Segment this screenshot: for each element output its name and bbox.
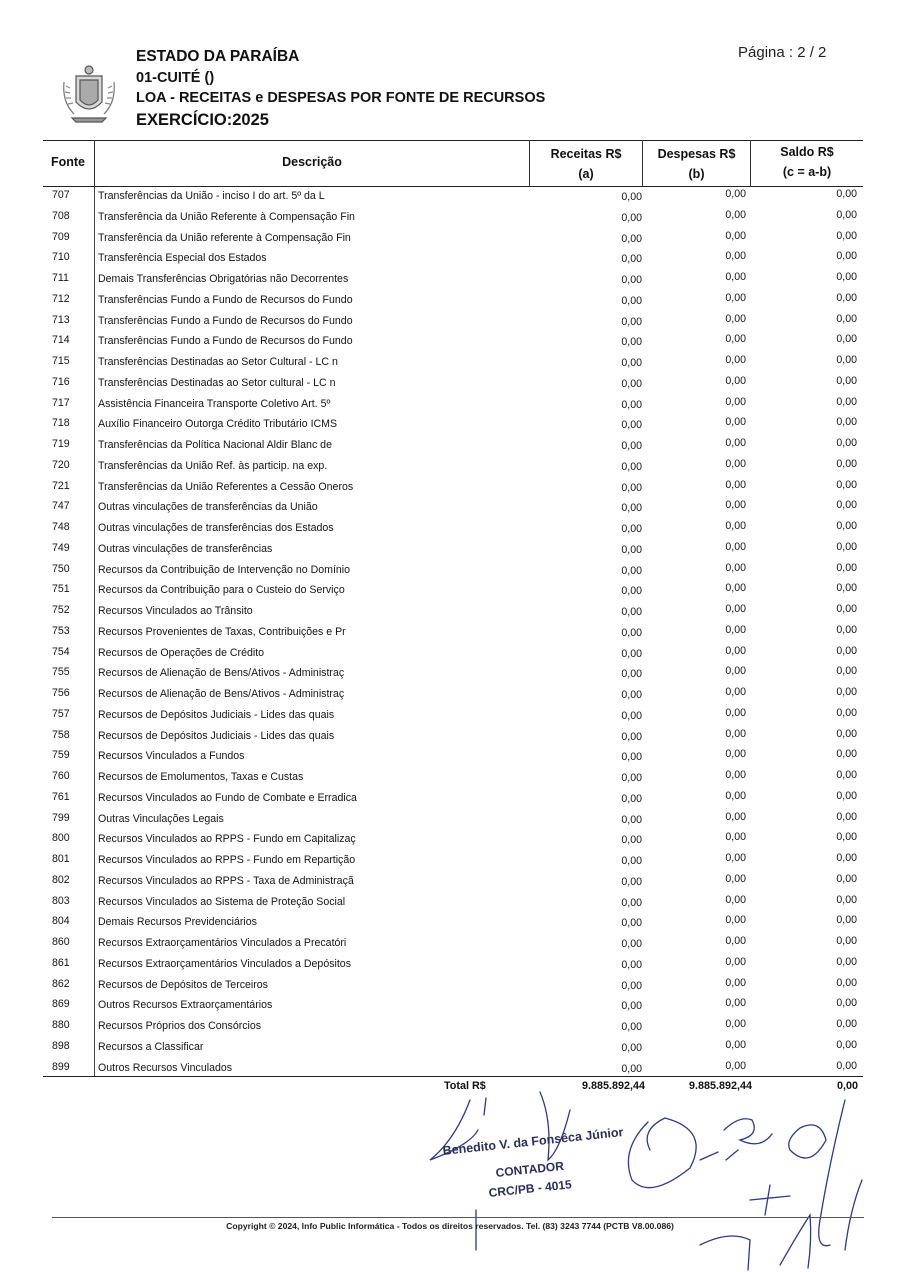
row-receitas: 0,00 xyxy=(621,543,642,556)
row-receitas: 0,00 xyxy=(621,896,642,909)
entity-name: 01-CUITÉ () xyxy=(136,70,215,86)
row-descricao: Recursos Próprios dos Consórcios xyxy=(98,1020,262,1032)
row-despesas: 0,00 xyxy=(725,582,746,595)
row-despesas: 0,00 xyxy=(725,831,746,844)
row-fonte: 749 xyxy=(52,541,70,554)
row-descricao: Recursos de Emolumentos, Taxas e Custas xyxy=(98,771,304,783)
row-receitas: 0,00 xyxy=(621,751,642,764)
table-row xyxy=(0,416,900,437)
row-descricao: Recursos de Depósitos Judiciais - Lides das quais xyxy=(98,708,335,721)
row-saldo: 0,00 xyxy=(836,789,857,802)
stamp-name: Benedito V. da Fonsêca Júnior xyxy=(442,1125,625,1158)
row-receitas: 0,00 xyxy=(621,294,642,307)
row-despesas: 0,00 xyxy=(725,250,746,263)
table-row xyxy=(0,769,900,790)
row-descricao: Outros Recursos Extraorçamentários xyxy=(98,999,273,1012)
row-despesas: 0,00 xyxy=(725,893,746,906)
total-despesas: 9.885.892,44 xyxy=(688,1080,752,1092)
row-receitas: 0,00 xyxy=(621,606,642,618)
row-despesas: 0,00 xyxy=(725,603,746,615)
row-saldo: 0,00 xyxy=(836,810,857,823)
row-descricao: Transferências da União Referentes a Cessão Oneros xyxy=(98,480,354,493)
row-receitas: 0,00 xyxy=(621,689,642,701)
column-header-despesas: Despesas R$ xyxy=(657,147,736,161)
row-descricao: Assistência Financeira Transporte Coletivo Art. 5º xyxy=(98,397,331,410)
report-title: LOA - RECEITAS e DESPESAS POR FONTE DE RECURSOS xyxy=(136,90,546,106)
row-saldo: 0,00 xyxy=(836,229,857,242)
row-despesas: 0,00 xyxy=(725,852,746,864)
table-row xyxy=(0,1060,900,1081)
row-saldo: 0,00 xyxy=(836,478,857,491)
row-fonte: 757 xyxy=(52,707,70,720)
row-saldo: 0,00 xyxy=(836,831,857,844)
row-fonte: 751 xyxy=(52,583,70,596)
table-row xyxy=(0,748,900,769)
row-fonte: 708 xyxy=(52,209,70,222)
row-fonte: 755 xyxy=(52,666,70,679)
total-receitas: 9.885.892,44 xyxy=(581,1080,645,1092)
row-despesas: 0,00 xyxy=(725,955,746,968)
row-despesas: 0,00 xyxy=(725,395,746,408)
row-fonte: 709 xyxy=(52,230,70,243)
row-saldo: 0,00 xyxy=(836,499,857,512)
row-descricao: Recursos de Alienação de Bens/Ativos - Administraç xyxy=(98,667,345,680)
row-saldo: 0,00 xyxy=(836,437,857,449)
row-fonte: 712 xyxy=(52,292,70,305)
row-despesas: 0,00 xyxy=(725,208,746,221)
row-despesas: 0,00 xyxy=(725,561,746,574)
table-row xyxy=(0,603,900,624)
row-despesas: 0,00 xyxy=(725,727,746,740)
row-despesas: 0,00 xyxy=(725,188,746,200)
row-despesas: 0,00 xyxy=(725,976,746,989)
row-receitas: 0,00 xyxy=(621,336,642,349)
row-saldo: 0,00 xyxy=(836,312,857,325)
row-despesas: 0,00 xyxy=(725,457,746,470)
row-receitas: 0,00 xyxy=(621,585,642,598)
row-saldo: 0,00 xyxy=(836,208,857,221)
row-despesas: 0,00 xyxy=(725,1059,746,1072)
row-fonte: 716 xyxy=(52,375,70,388)
row-descricao: Outras Vinculações Legais xyxy=(98,812,224,825)
table-row xyxy=(0,375,900,396)
row-receitas: 0,00 xyxy=(621,315,642,328)
row-descricao: Recursos de Depósitos de Terceiros xyxy=(98,978,268,991)
row-saldo: 0,00 xyxy=(836,623,857,636)
state-coat-of-arms-icon xyxy=(58,62,120,126)
table-row xyxy=(0,997,900,1018)
row-descricao: Demais Transferências Obrigatórias não Decorrentes xyxy=(98,273,349,285)
row-receitas: 0,00 xyxy=(621,668,642,681)
row-saldo: 0,00 xyxy=(836,561,857,574)
row-descricao: Transferências Fundo a Fundo de Recursos do Fundo xyxy=(98,293,353,306)
row-despesas: 0,00 xyxy=(725,914,746,927)
fiscal-year: EXERCÍCIO:2025 xyxy=(136,111,269,129)
row-fonte: 758 xyxy=(52,728,70,741)
row-fonte: 761 xyxy=(52,790,70,803)
row-fonte: 799 xyxy=(52,811,70,824)
row-saldo: 0,00 xyxy=(836,354,857,366)
row-fonte: 750 xyxy=(52,562,70,575)
stamp-role: CONTADOR xyxy=(495,1158,565,1180)
row-descricao: Recursos Vinculados a Fundos xyxy=(98,750,245,763)
row-despesas: 0,00 xyxy=(725,540,746,553)
row-descricao: Recursos de Alienação de Bens/Ativos - Administraç xyxy=(98,688,345,700)
row-despesas: 0,00 xyxy=(725,333,746,346)
row-descricao: Recursos Extraorçamentários Vinculados a Precatóri xyxy=(98,937,347,949)
table-row xyxy=(0,645,900,666)
row-fonte: 717 xyxy=(52,396,70,409)
row-saldo: 0,00 xyxy=(836,914,857,927)
table-row xyxy=(0,313,900,334)
row-saldo: 0,00 xyxy=(836,395,857,408)
row-descricao: Outras vinculações de transferências xyxy=(98,542,273,555)
row-despesas: 0,00 xyxy=(725,374,746,387)
row-fonte: 715 xyxy=(52,355,70,367)
row-despesas: 0,00 xyxy=(725,1018,746,1030)
row-fonte: 721 xyxy=(52,479,70,492)
row-fonte: 899 xyxy=(52,1060,70,1073)
row-despesas: 0,00 xyxy=(725,935,746,947)
row-despesas: 0,00 xyxy=(725,810,746,823)
table-row xyxy=(0,665,900,686)
table-row xyxy=(0,499,900,520)
row-descricao: Recursos Vinculados ao Trânsito xyxy=(98,605,253,617)
row-fonte: 713 xyxy=(52,313,70,326)
row-receitas: 0,00 xyxy=(621,398,642,411)
row-fonte: 719 xyxy=(52,438,70,450)
row-saldo: 0,00 xyxy=(836,291,857,304)
row-saldo: 0,00 xyxy=(836,1038,857,1051)
row-fonte: 869 xyxy=(52,998,70,1011)
row-descricao: Recursos da Contribuição para o Custeio do Serviço xyxy=(98,584,345,597)
row-fonte: 718 xyxy=(52,417,70,430)
row-receitas: 0,00 xyxy=(621,440,642,452)
row-fonte: 803 xyxy=(52,894,70,907)
row-descricao: Recursos da Contribuição de Intervenção no Domínio xyxy=(98,563,351,576)
row-descricao: Recursos Vinculados ao RPPS - Fundo em Capitalizaç xyxy=(98,833,356,846)
table-row xyxy=(0,894,900,915)
row-saldo: 0,00 xyxy=(836,520,857,532)
row-receitas: 0,00 xyxy=(621,232,642,245)
table-row xyxy=(0,1039,900,1060)
row-descricao: Outras vinculações de transferências da União xyxy=(98,501,318,514)
row-descricao: Transferências Destinadas ao Setor cultural - LC n xyxy=(98,376,336,389)
row-saldo: 0,00 xyxy=(836,748,857,761)
table-row xyxy=(0,914,900,935)
row-saldo: 0,00 xyxy=(836,976,857,989)
row-fonte: 880 xyxy=(52,1019,70,1031)
table-row xyxy=(0,354,900,375)
row-receitas: 0,00 xyxy=(621,979,642,992)
row-saldo: 0,00 xyxy=(836,997,857,1010)
row-receitas: 0,00 xyxy=(621,1041,642,1054)
row-saldo: 0,00 xyxy=(836,1018,857,1030)
row-descricao: Recursos Provenientes de Taxas, Contribuições e Pr xyxy=(98,625,346,638)
row-despesas: 0,00 xyxy=(725,291,746,304)
row-fonte: 801 xyxy=(52,853,70,865)
row-fonte: 753 xyxy=(52,624,70,637)
row-descricao: Auxílio Financeiro Outorga Crédito Tributário ICMS xyxy=(98,418,338,431)
row-despesas: 0,00 xyxy=(725,706,746,719)
row-fonte: 747 xyxy=(52,500,70,513)
row-receitas: 0,00 xyxy=(621,481,642,494)
row-despesas: 0,00 xyxy=(725,1038,746,1051)
row-despesas: 0,00 xyxy=(725,623,746,636)
row-saldo: 0,00 xyxy=(836,935,857,947)
row-despesas: 0,00 xyxy=(725,872,746,885)
row-descricao: Demais Recursos Previdenciários xyxy=(98,916,257,929)
row-fonte: 710 xyxy=(52,251,70,264)
row-descricao: Recursos Vinculados ao Sistema de Proteção Social xyxy=(98,895,346,908)
row-descricao: Transferência Especial dos Estados xyxy=(98,252,267,265)
table-row xyxy=(0,458,900,479)
row-fonte: 804 xyxy=(52,915,70,928)
row-fonte: 802 xyxy=(52,873,70,886)
row-saldo: 0,00 xyxy=(836,955,857,968)
table-row xyxy=(0,790,900,811)
row-despesas: 0,00 xyxy=(725,312,746,325)
row-descricao: Transferências da União - inciso I do art. 5º da L xyxy=(98,190,325,202)
table-row xyxy=(0,333,900,354)
row-descricao: Transferência da União referente à Compensação Fin xyxy=(98,231,351,244)
row-receitas: 0,00 xyxy=(621,460,642,473)
row-despesas: 0,00 xyxy=(725,520,746,532)
row-fonte: 759 xyxy=(52,749,70,762)
row-fonte: 752 xyxy=(52,604,70,616)
row-receitas: 0,00 xyxy=(621,709,642,722)
table-row xyxy=(0,873,900,894)
table-row xyxy=(0,230,900,251)
row-receitas: 0,00 xyxy=(621,813,642,826)
row-receitas: 0,00 xyxy=(621,564,642,577)
row-saldo: 0,00 xyxy=(836,416,857,429)
row-receitas: 0,00 xyxy=(621,419,642,432)
row-despesas: 0,00 xyxy=(725,748,746,761)
total-saldo: 0,00 xyxy=(836,1080,858,1092)
row-saldo: 0,00 xyxy=(836,686,857,698)
column-header-despesas-sub: (b) xyxy=(688,167,705,181)
row-descricao: Recursos Vinculados ao Fundo de Combate e Erradica xyxy=(98,791,357,804)
row-descricao: Recursos de Depósitos Judiciais - Lides das quais xyxy=(98,729,335,742)
table-row xyxy=(0,728,900,749)
row-fonte: 800 xyxy=(52,832,70,845)
row-despesas: 0,00 xyxy=(725,997,746,1010)
row-saldo: 0,00 xyxy=(836,893,857,906)
footer-rule xyxy=(52,1217,864,1218)
row-despesas: 0,00 xyxy=(725,769,746,781)
row-descricao: Recursos de Operações de Crédito xyxy=(98,646,265,659)
table-row xyxy=(0,582,900,603)
row-fonte: 861 xyxy=(52,956,70,969)
row-receitas: 0,00 xyxy=(621,1000,642,1013)
row-receitas: 0,00 xyxy=(621,191,642,203)
row-saldo: 0,00 xyxy=(836,374,857,387)
row-fonte: 756 xyxy=(52,687,70,699)
row-despesas: 0,00 xyxy=(725,644,746,657)
row-receitas: 0,00 xyxy=(621,1021,642,1033)
row-despesas: 0,00 xyxy=(725,354,746,366)
row-descricao: Transferências Destinadas ao Setor Cultural - LC n xyxy=(98,356,338,368)
row-saldo: 0,00 xyxy=(836,582,857,595)
column-header-fonte: Fonte xyxy=(50,155,86,169)
header-top-rule xyxy=(43,140,863,141)
row-receitas: 0,00 xyxy=(621,502,642,515)
table-row xyxy=(0,479,900,500)
row-receitas: 0,00 xyxy=(621,647,642,660)
row-receitas: 0,00 xyxy=(621,626,642,639)
row-saldo: 0,00 xyxy=(836,706,857,719)
table-row xyxy=(0,977,900,998)
row-saldo: 0,00 xyxy=(836,271,857,283)
row-receitas: 0,00 xyxy=(621,875,642,888)
row-descricao: Transferências da União Ref. às particip. na exp. xyxy=(98,459,328,472)
row-receitas: 0,00 xyxy=(621,917,642,930)
row-receitas: 0,00 xyxy=(621,834,642,847)
table-row xyxy=(0,831,900,852)
column-header-receitas: Receitas R$ xyxy=(550,147,622,161)
table-row xyxy=(0,811,900,832)
row-descricao: Recursos Vinculados ao RPPS - Fundo em Repartição xyxy=(98,854,356,866)
table-row xyxy=(0,956,900,977)
row-receitas: 0,00 xyxy=(621,274,642,286)
row-fonte: 711 xyxy=(52,272,69,284)
row-receitas: 0,00 xyxy=(621,855,642,867)
row-receitas: 0,00 xyxy=(621,772,642,784)
row-fonte: 898 xyxy=(52,1039,70,1052)
row-despesas: 0,00 xyxy=(725,665,746,678)
row-saldo: 0,00 xyxy=(836,540,857,553)
table-row xyxy=(0,209,900,230)
table-row xyxy=(0,1018,900,1039)
row-receitas: 0,00 xyxy=(621,357,642,369)
table-row xyxy=(0,250,900,271)
table-row xyxy=(0,541,900,562)
page-number: Página : 2 / 2 xyxy=(738,44,827,61)
row-receitas: 0,00 xyxy=(621,938,642,950)
row-saldo: 0,00 xyxy=(836,852,857,864)
header-bottom-rule xyxy=(43,186,863,187)
column-header-saldo: Saldo R$ xyxy=(780,145,834,159)
row-saldo: 0,00 xyxy=(836,1059,857,1072)
row-descricao: Transferências Fundo a Fundo de Recursos do Fundo xyxy=(98,314,353,327)
row-descricao: Outros Recursos Vinculados xyxy=(98,1061,233,1074)
row-saldo: 0,00 xyxy=(836,603,857,615)
stamp-registration: CRC/PB - 4015 xyxy=(488,1177,573,1200)
row-despesas: 0,00 xyxy=(725,416,746,429)
row-saldo: 0,00 xyxy=(836,727,857,740)
row-saldo: 0,00 xyxy=(836,872,857,885)
row-receitas: 0,00 xyxy=(621,377,642,390)
row-fonte: 860 xyxy=(52,936,70,948)
table-row xyxy=(0,935,900,956)
column-header-descricao: Descrição xyxy=(282,155,342,169)
row-descricao: Recursos a Classificar xyxy=(98,1040,204,1053)
row-fonte: 754 xyxy=(52,645,70,658)
row-despesas: 0,00 xyxy=(725,437,746,449)
row-saldo: 0,00 xyxy=(836,769,857,781)
row-descricao: Recursos Vinculados ao RPPS - Taxa de Administraçã xyxy=(98,874,354,887)
row-saldo: 0,00 xyxy=(836,188,857,200)
row-despesas: 0,00 xyxy=(725,229,746,242)
row-fonte: 760 xyxy=(52,770,70,782)
row-saldo: 0,00 xyxy=(836,644,857,657)
row-saldo: 0,00 xyxy=(836,665,857,678)
row-receitas: 0,00 xyxy=(621,1062,642,1075)
state-name: ESTADO DA PARAÍBA xyxy=(136,48,300,65)
row-receitas: 0,00 xyxy=(621,792,642,805)
table-row xyxy=(0,271,900,292)
table-row xyxy=(0,624,900,645)
row-receitas: 0,00 xyxy=(621,958,642,971)
table-row xyxy=(0,852,900,873)
row-fonte: 748 xyxy=(52,521,70,533)
row-receitas: 0,00 xyxy=(621,211,642,224)
row-fonte: 720 xyxy=(52,458,70,471)
row-saldo: 0,00 xyxy=(836,333,857,346)
table-row xyxy=(0,520,900,541)
column-header-receitas-sub: (a) xyxy=(578,167,594,181)
table-row xyxy=(0,437,900,458)
row-despesas: 0,00 xyxy=(725,499,746,512)
row-descricao: Transferências Fundo a Fundo de Recursos do Fundo xyxy=(98,335,353,348)
copyright-notice: Copyright © 2024, Info Public Informática - Todos os direitos reservados. Tel. (83) 3243 7744 (PCTB V8.00.086) xyxy=(226,1221,674,1231)
row-despesas: 0,00 xyxy=(725,478,746,491)
table-row xyxy=(0,292,900,313)
row-saldo: 0,00 xyxy=(836,250,857,263)
row-receitas: 0,00 xyxy=(621,730,642,743)
row-descricao: Transferências da Política Nacional Aldir Blanc de xyxy=(98,439,332,451)
row-despesas: 0,00 xyxy=(725,686,746,698)
totals-rule xyxy=(43,1076,863,1077)
table-row xyxy=(0,707,900,728)
total-label: Total R$ xyxy=(444,1080,486,1092)
table-row xyxy=(0,188,900,209)
row-despesas: 0,00 xyxy=(725,789,746,802)
table-row xyxy=(0,686,900,707)
row-receitas: 0,00 xyxy=(621,253,642,266)
row-fonte: 707 xyxy=(52,189,70,201)
row-descricao: Recursos Extraorçamentários Vinculados a Depósitos xyxy=(98,957,351,970)
row-descricao: Transferência da União Referente à Compensação Fin xyxy=(98,210,355,223)
column-header-saldo-sub: (c = a-b) xyxy=(782,165,832,179)
row-despesas: 0,00 xyxy=(725,271,746,283)
row-fonte: 862 xyxy=(52,977,70,990)
row-receitas: 0,00 xyxy=(621,523,642,535)
row-descricao: Outras vinculações de transferências dos Estados xyxy=(98,522,334,534)
row-saldo: 0,00 xyxy=(836,457,857,470)
table-row xyxy=(0,396,900,417)
table-row xyxy=(0,562,900,583)
row-fonte: 714 xyxy=(52,334,70,347)
